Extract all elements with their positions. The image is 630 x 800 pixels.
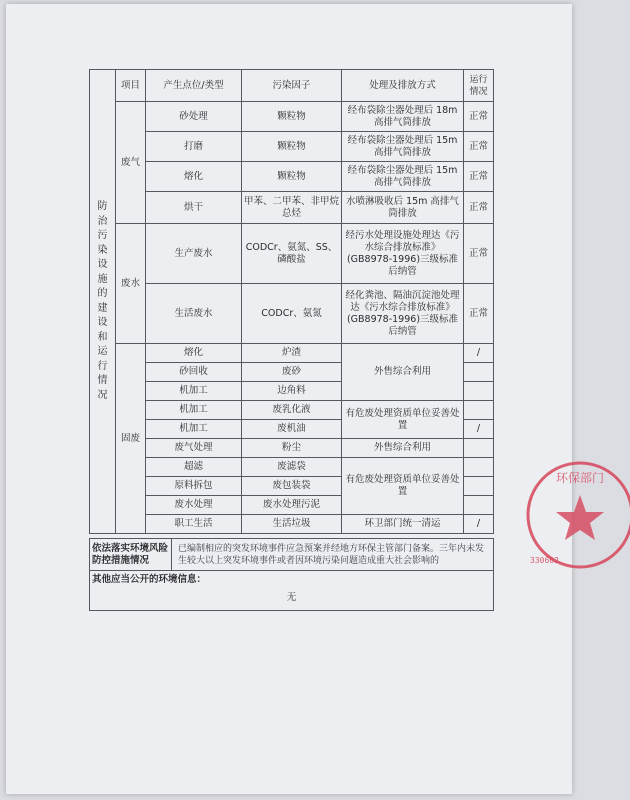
status-cell: 正常 — [464, 192, 494, 224]
status-cell: 正常 — [464, 102, 494, 132]
method-cell: 有危废处理资质单位妥善处置 — [342, 401, 464, 439]
table-row — [90, 284, 494, 344]
pollutant-cell: CODCr、氨氮 — [242, 284, 342, 344]
status-cell: / — [464, 420, 494, 439]
source-cell: 原料拆包 — [146, 477, 242, 496]
table-row — [90, 224, 494, 284]
other-value: 无 — [286, 592, 297, 603]
pollutant-cell: 废砂 — [242, 363, 342, 382]
table-row — [90, 344, 494, 363]
status-cell — [464, 439, 494, 458]
source-cell: 生产废水 — [146, 224, 242, 284]
pollutant-cell: 甲苯、二甲苯、非甲烷总烃 — [242, 192, 342, 224]
pollutant-cell: 粉尘 — [242, 439, 342, 458]
source-cell: 砂处理 — [146, 102, 242, 132]
source-cell: 机加工 — [146, 420, 242, 439]
method-cell: 外售综合利用 — [342, 439, 464, 458]
pollutant-cell: 颗粒物 — [242, 102, 342, 132]
other-info-cell — [90, 571, 494, 611]
method-cell: 环卫部门统一清运 — [342, 515, 464, 534]
status-cell: 正常 — [464, 132, 494, 162]
header-item: 项目 — [116, 70, 146, 102]
header-pollutant: 污染因子 — [242, 70, 342, 102]
status-cell: 正常 — [464, 224, 494, 284]
source-cell: 熔化 — [146, 162, 242, 192]
method-cell: 经污水处理设施处理达《污水综合排放标准》(GB8978-1996)三级标准后纳管 — [342, 224, 464, 284]
source-cell: 机加工 — [146, 401, 242, 420]
header-source: 产生点位/类型 — [146, 70, 242, 102]
header-row — [90, 70, 494, 102]
other-label: 其他应当公开的环境信息： — [92, 574, 207, 585]
status-cell — [464, 496, 494, 515]
risk-info-table — [89, 538, 494, 611]
source-cell: 生活废水 — [146, 284, 242, 344]
status-cell — [464, 458, 494, 477]
method-cell: 经布袋除尘器处理后 15m 高排气筒排放 — [342, 132, 464, 162]
table-row — [90, 458, 494, 477]
method-cell: 有危废处理资质单位妥善处置 — [342, 458, 464, 515]
risk-text: 已编制相应的突发环境事件应急预案并经地方环保主管部门备案。三年内未发生较大以上突发环境事件或者因环境污染问题造成重大社会影响的 — [172, 539, 494, 571]
pollutant-cell: 炉渣 — [242, 344, 342, 363]
status-cell: / — [464, 515, 494, 534]
source-cell: 机加工 — [146, 382, 242, 401]
group-gas: 废气 — [116, 102, 146, 224]
table-row — [90, 439, 494, 458]
group-solid: 固废 — [116, 344, 146, 534]
other-row — [90, 571, 494, 611]
method-cell: 经化粪池、隔油沉淀池处理达《污水综合排放标准》(GB8978-1996)三级标准后纳管 — [342, 284, 464, 344]
table-row — [90, 401, 494, 420]
pollutant-cell: 废滤袋 — [242, 458, 342, 477]
method-cell: 经布袋除尘器处理后 15m 高排气筒排放 — [342, 162, 464, 192]
pollutant-cell: 废包装袋 — [242, 477, 342, 496]
status-cell — [464, 401, 494, 420]
table-row — [90, 515, 494, 534]
method-cell: 经布袋除尘器处理后 18m 高排气筒排放 — [342, 102, 464, 132]
table-row — [90, 162, 494, 192]
environment-info-table — [89, 69, 494, 534]
risk-row — [90, 539, 494, 571]
status-cell — [464, 363, 494, 382]
risk-label: 依法落实环境风险防控措施情况 — [90, 539, 172, 571]
status-cell: / — [464, 344, 494, 363]
group-water: 废水 — [116, 224, 146, 344]
header-status: 运行情况 — [464, 70, 494, 102]
pollutant-cell: 生活垃圾 — [242, 515, 342, 534]
pollutant-cell: 废水处理污泥 — [242, 496, 342, 515]
side-title-cell — [90, 70, 116, 534]
table-row — [90, 102, 494, 132]
method-cell: 水喷淋吸收后 15m 高排气筒排放 — [342, 192, 464, 224]
table-row — [90, 132, 494, 162]
seal-number: 330602 — [530, 556, 559, 565]
pollutant-cell: 废乳化液 — [242, 401, 342, 420]
pollutant-cell: CODCr、氨氮、SS、磷酸盐 — [242, 224, 342, 284]
header-method: 处理及排放方式 — [342, 70, 464, 102]
source-cell: 废气处理 — [146, 439, 242, 458]
source-cell: 砂回收 — [146, 363, 242, 382]
seal-text: 环保部门 — [556, 471, 605, 485]
status-cell — [464, 382, 494, 401]
source-cell: 打磨 — [146, 132, 242, 162]
table-row — [90, 192, 494, 224]
pollutant-cell: 废机油 — [242, 420, 342, 439]
status-cell — [464, 477, 494, 496]
pollutant-cell: 颗粒物 — [242, 162, 342, 192]
source-cell: 烘干 — [146, 192, 242, 224]
pollutant-cell: 边角料 — [242, 382, 342, 401]
source-cell: 废水处理 — [146, 496, 242, 515]
source-cell: 职工生活 — [146, 515, 242, 534]
source-cell: 熔化 — [146, 344, 242, 363]
pollutant-cell: 颗粒物 — [242, 132, 342, 162]
method-cell: 外售综合利用 — [342, 344, 464, 401]
status-cell: 正常 — [464, 284, 494, 344]
status-cell: 正常 — [464, 162, 494, 192]
source-cell: 超滤 — [146, 458, 242, 477]
side-title: 防治污染设施的建设和运行情况 — [97, 201, 108, 401]
